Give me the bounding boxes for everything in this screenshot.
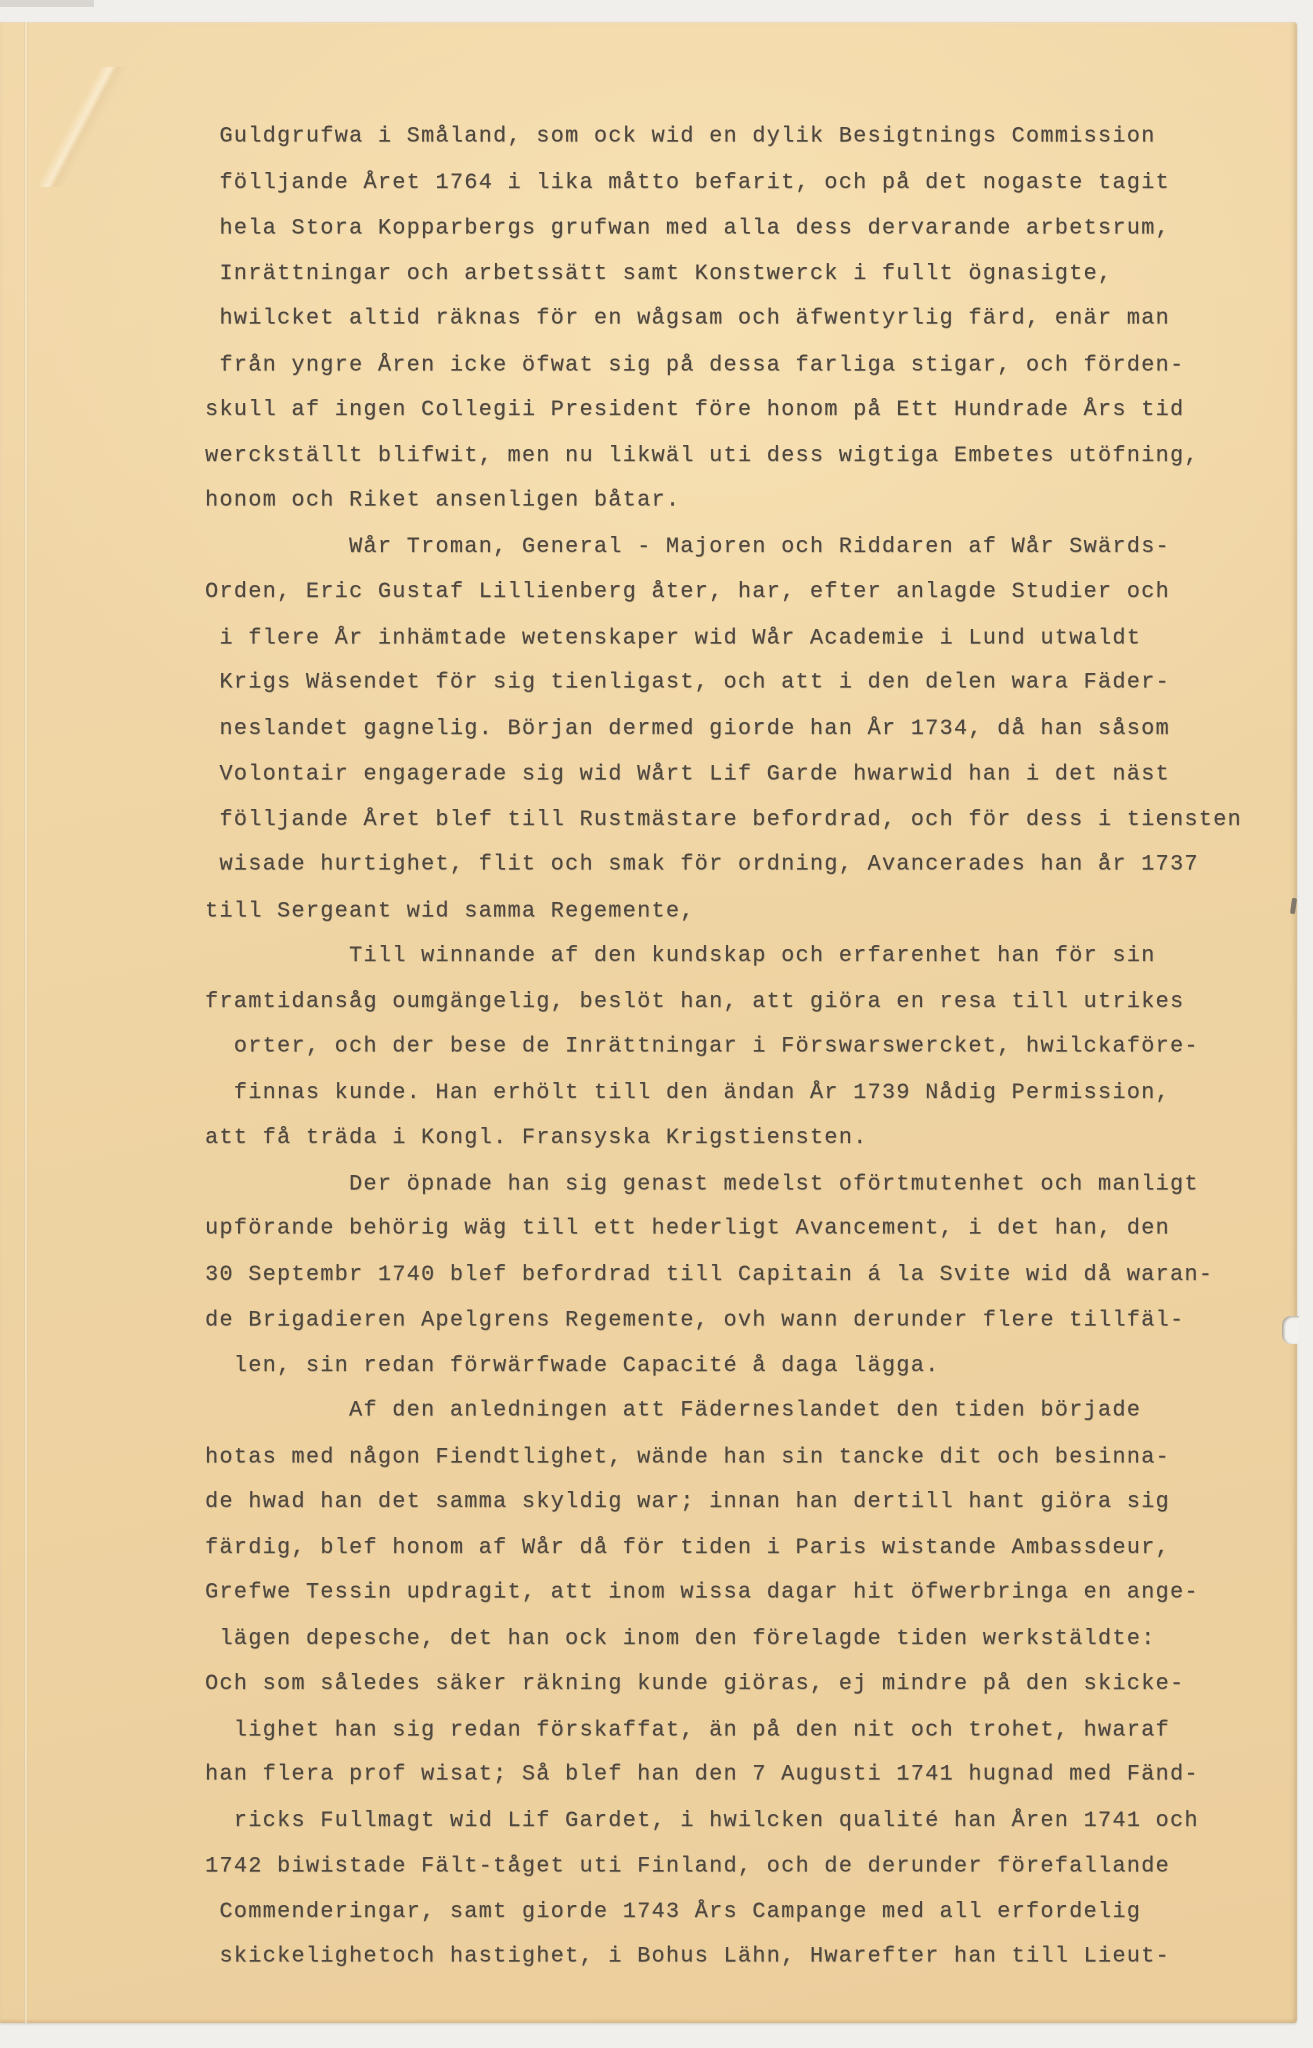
text-line: orter, och der bese de Inrättningar i Förswarswercket, hwilckaföre-: [205, 1033, 1199, 1059]
text-line: 1742 biwistade Fält-tåget uti Finland, och de derunder förefallande: [205, 1853, 1170, 1879]
edge-tear: [1282, 1316, 1299, 1344]
typewritten-text: [205, 114, 1242, 1980]
text-line: färdig, blef honom af Wår då för tiden i Paris wistande Ambassdeur,: [205, 1534, 1170, 1560]
text-line: lighet han sig redan förskaffat, än på den nit och trohet, hwaraf: [205, 1717, 1170, 1743]
text-line: att få träda i Kongl. Fransyska Krigstiensten.: [205, 1125, 868, 1150]
text-line: fölljande Året blef till Rustmästare befordrad, och för dess i tiensten: [205, 806, 1242, 832]
text-line: de hwad han det samma skyldig war; innan han dertill hant giöra sig: [205, 1489, 1170, 1514]
text-line: finnas kunde. Han erhölt till den ändan År 1739 Nådig Permission,: [205, 1079, 1170, 1105]
text-line: hwilcket altid räknas för en wågsam och äfwentyrlig färd, enär man: [205, 305, 1170, 331]
text-line: till Sergeant wid samma Regemente,: [205, 898, 695, 924]
text-line: fölljande Året 1764 i lika måtto befarit, och på det nogaste tagit: [205, 169, 1170, 195]
text-line: i flere År inhämtade wetenskaper wid Wår Academie i Lund utwaldt: [205, 625, 1142, 651]
text-line: från yngre Åren icke öfwat sig på dessa farliga stigar, och förden-: [205, 352, 1185, 378]
text-line: upförande behörig wäg till ett hederligt Avancement, i det han, den: [205, 1215, 1170, 1241]
fold-crease: [24, 22, 28, 2023]
text-line: Volontair engagerade sig wid Wårt Lif Garde hwarwid han i det näst: [205, 761, 1170, 787]
text-line: hela Stora Kopparbergs grufwan med alla dess dervarande arbetsrum,: [205, 215, 1170, 241]
text-line: skickelighetoch hastighet, i Bohus Lähn, Hwarefter han till Lieut-: [205, 1943, 1170, 1969]
text-line: Krigs Wäsendet för sig tienligast, och att i den delen wara Fäder-: [205, 669, 1170, 695]
text-line: werckställt blifwit, men nu likwäl uti dess wigtiga Embetes utöfning,: [205, 442, 1199, 468]
text-line: Wår Troman, General - Majoren och Riddaren af Wår Swärds-: [205, 533, 1170, 559]
text-line: han flera prof wisat; Så blef han den 7 Augusti 1741 hugnad med Fänd-: [205, 1761, 1199, 1787]
text-line: de Brigadieren Apelgrens Regemente, ovh wann derunder flere tillfäl-: [205, 1307, 1185, 1333]
corner-crease: [4, 67, 154, 187]
text-line: Inrättningar och arbetssätt samt Konstwerck i fullt ögnasigte,: [205, 260, 1113, 286]
scanbed-corner: [0, 0, 94, 7]
text-line: Guldgrufwa i Småland, som ock wid en dylik Besigtnings Commission: [205, 123, 1156, 149]
text-line: 30 Septembr 1740 blef befordrad till Capitain á la Svite wid då waran-: [205, 1261, 1214, 1287]
text-line: honom och Riket ansenligen båtar.: [205, 487, 681, 513]
text-line: Af den anledningen att Fäderneslandet den tiden började: [205, 1397, 1142, 1423]
text-line: len, sin redan förwärfwade Capacité å daga lägga.: [205, 1352, 940, 1378]
text-line: neslandet gagnelig. Början dermed giorde han År 1734, då han såsom: [205, 715, 1170, 741]
text-line: Der öpnade han sig genast medelst oförtmutenhet och manligt: [205, 1171, 1199, 1197]
text-line: ricks Fullmagt wid Lif Gardet, i hwilcken qualité han Åren 1741 och: [205, 1807, 1199, 1833]
text-line: Grefwe Tessin updragit, att inom wissa dagar hit öfwerbringa en ange-: [205, 1579, 1199, 1605]
text-line: Och som således säker räkning kunde giöras, ej mindre på den skicke-: [205, 1671, 1185, 1696]
text-line: wisade hurtighet, flit och smak för ordning, Avancerades han år 1737: [205, 851, 1199, 877]
text-line: hotas med någon Fiendtlighet, wände han sin tancke dit och besinna-: [205, 1444, 1170, 1470]
text-line: framtidansåg oumgängelig, beslöt han, att giöra en resa till utrikes: [205, 988, 1185, 1014]
text-line: Orden, Eric Gustaf Lillienberg åter, har, efter anlagde Studier och: [205, 579, 1170, 604]
text-line: lägen depesche, det han ock inom den förelagde tiden werkstäldte:: [205, 1625, 1156, 1651]
text-line: Commenderingar, samt giorde 1743 Års Campange med all erfordelig: [205, 1898, 1142, 1924]
text-line: skull af ingen Collegii President före honom på Ett Hundrade Års tid: [205, 397, 1185, 422]
paper-sheet: [0, 22, 1297, 2023]
text-line: Till winnande af den kundskap och erfarenhet han för sin: [205, 943, 1156, 968]
